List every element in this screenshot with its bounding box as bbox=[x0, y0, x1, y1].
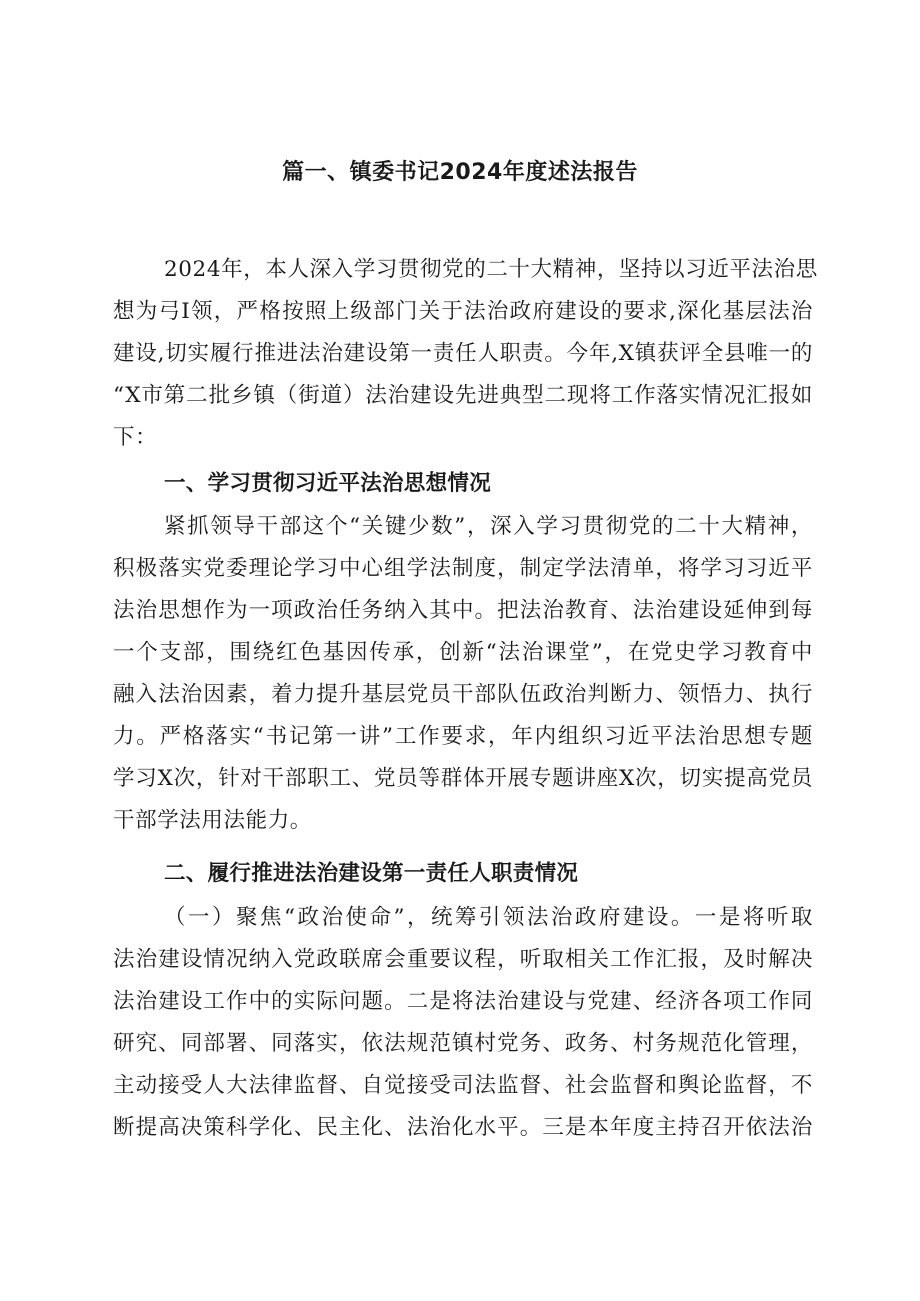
section1-line-5: 融入法治因素，着力提升基层党员干部队伍政治判断力、领悟力、执行 bbox=[113, 682, 813, 707]
intro-line-1: 2024年，本人深入学习贯彻党的二十大精神，坚持以习近平法治思 bbox=[164, 257, 818, 282]
section2-line-4: 研究、同部署、同落实，依法规范镇村党务、政务、村务规范化管理， bbox=[113, 1031, 813, 1056]
section2-line-1: （一）聚焦“政治使命”，统筹引领法治政府建设。一是将听取 bbox=[164, 905, 813, 930]
section1-line-4: 一个支部，围绕红色基因传承，创新“法治课堂”，在党史学习教育中 bbox=[113, 640, 813, 665]
section2-line-2: 法治建设情况纳入党政联席会重要议程，听取相关工作汇报，及时解决 bbox=[113, 947, 813, 972]
section1-line-3: 法治思想作为一项政治任务纳入其中。把法治教育、法治建设延伸到每 bbox=[113, 598, 813, 623]
intro-line-3: 建设,切实履行推进法治建设第一责任人职责。今年,X镇获评全县唯一的 bbox=[113, 341, 813, 366]
page-title: 篇一、镇委书记2024年度述法报告 bbox=[282, 160, 638, 185]
intro-line-4: “X市第二批乡镇（街道）法治建设先进典型二现将工作落实情况汇报如 bbox=[113, 383, 813, 408]
section2-line-5: 主动接受人大法律监督、自觉接受司法监督、社会监督和舆论监督，不 bbox=[113, 1073, 813, 1098]
section2-line-6: 断提高决策科学化、民主化、法治化水平。三是本年度主持召开依法治 bbox=[113, 1115, 813, 1140]
intro-line-5: 下： bbox=[113, 425, 158, 450]
section2-line-3: 法治建设工作中的实际问题。二是将法治建设与党建、经济各项工作同 bbox=[113, 989, 813, 1014]
section1-line-8: 干部学法用法能力。 bbox=[113, 808, 312, 833]
section-heading-1: 一、学习贯彻习近平法治思想情况 bbox=[164, 471, 492, 496]
section-heading-2: 二、履行推进法治建设第一责任人职责情况 bbox=[164, 861, 579, 886]
section1-line-6: 力。严格落实“书记第一讲”工作要求，年内组织习近平法治思想专题 bbox=[113, 724, 813, 749]
section1-line-7: 学习X次，针对干部职工、党员等群体开展专题讲座X次，切实提高党员 bbox=[113, 766, 813, 791]
intro-line-2: 想为弓I领，严格按照上级部门关于法治政府建设的要求,深化基层法治 bbox=[113, 299, 813, 324]
section1-line-1: 紧抓领导干部这个“关键少数”，深入学习贯彻党的二十大精神， bbox=[164, 514, 813, 539]
section1-line-2: 积极落实党委理论学习中心组学法制度，制定学法清单，将学习习近平 bbox=[113, 556, 813, 581]
